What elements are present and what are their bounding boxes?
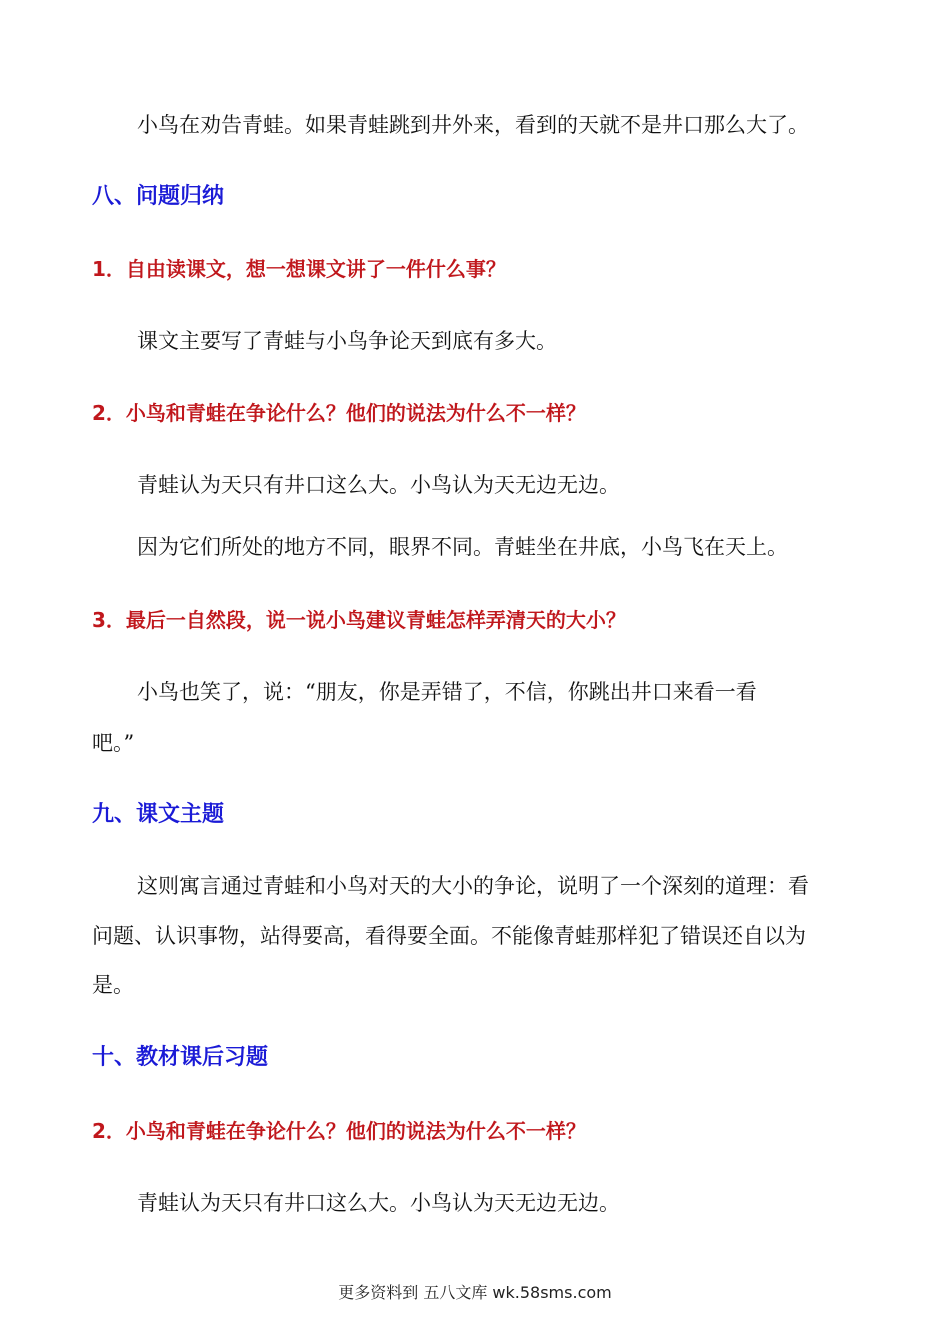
- theme-line-1: 这则寓言通过青蛙和小鸟对天的大小的争论，说明了一个深刻的道理：看: [137, 874, 809, 898]
- question-3: 3．最后一自然段，说一说小鸟建议青蛙怎样弄清天的大小？: [92, 608, 626, 632]
- answer-3-line-1: 小鸟也笑了，说：“朋友，你是弄错了，不信，你跳出井口来看一看: [137, 680, 757, 704]
- theme-line-2: 问题、认识事物，站得要高，看得要全面。不能像青蛙那样犯了错误还自以为: [92, 924, 806, 948]
- paragraph-frog-advice: 小鸟在劝告青蛙。如果青蛙跳到井外来，看到的天就不是井口那么大了。: [137, 113, 809, 137]
- answer-2-line-1: 青蛙认为天只有井口这么大。小鸟认为天无边无边。: [137, 473, 620, 497]
- section-heading-8: 八、问题归纳: [92, 184, 225, 209]
- question-2: 2．小鸟和青蛙在争论什么？他们的说法为什么不一样？: [92, 401, 586, 425]
- theme-line-3: 是。: [92, 973, 134, 997]
- answer-3-line-2: 吧。”: [92, 731, 135, 755]
- answer-4: 青蛙认为天只有井口这么大。小鸟认为天无边无边。: [137, 1191, 620, 1215]
- footer-link[interactable]: 更多资料到 五八文库 wk.58sms.com: [338, 1283, 612, 1302]
- section-heading-10: 十、教材课后习题: [92, 1045, 269, 1070]
- answer-2-line-2: 因为它们所处的地方不同，眼界不同。青蛙坐在井底，小鸟飞在天上。: [137, 535, 788, 559]
- question-1: 1．自由读课文，想一想课文讲了一件什么事？: [92, 257, 506, 281]
- section-heading-9: 九、课文主题: [92, 802, 225, 827]
- question-4: 2．小鸟和青蛙在争论什么？他们的说法为什么不一样？: [92, 1119, 586, 1143]
- answer-1: 课文主要写了青蛙与小鸟争论天到底有多大。: [137, 329, 557, 353]
